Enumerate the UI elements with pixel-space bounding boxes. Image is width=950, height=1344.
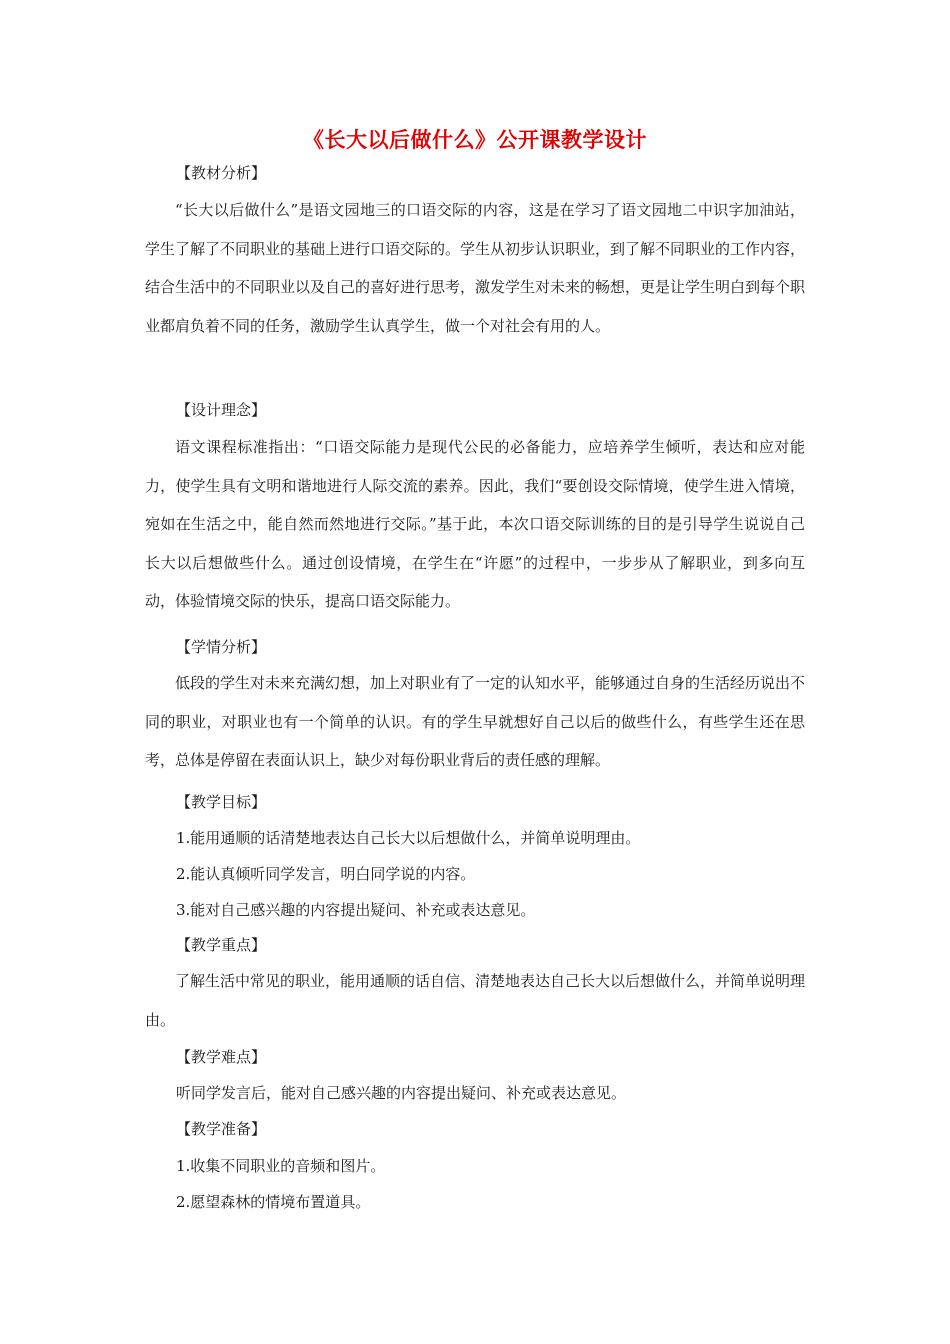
section-heading-preparation: 【教学准备】	[176, 1120, 267, 1138]
section-heading-learner-analysis: 【学情分析】	[176, 638, 267, 656]
section-heading-teaching-goals: 【教学目标】	[176, 793, 267, 811]
teaching-goal-item-2: 2.能认真倾听同学发言，明白同学说的内容。	[176, 865, 476, 883]
difficulties-text: 听同学发言后，能对自己感兴趣的内容提出疑问、补充或表达意见。	[176, 1084, 627, 1102]
textbook-analysis-paragraph: “长大以后做什么”是语文园地三的口语交际的内容，这是在学习了语文园地二中识字加油站，学生了解了不同职业的基础上进行口语交际的。学生从初步认识职业，到了解不同职业的工作内容，结合生活中的不同职业以及自己的喜好进行思考，激发学生对未来的畅想，更是让学生明白到每个职业都肩负着不同的任务，激励学生认真学生，做一个对社会有用的人。	[145, 201, 806, 335]
teaching-goal-item-1: 1.能用通顺的话清楚地表达自己长大以后想做什么，并简单说明理由。	[176, 829, 641, 847]
section-heading-key-points: 【教学重点】	[176, 936, 267, 954]
key-points-paragraph: 了解生活中常见的职业，能用通顺的话自信、清楚地表达自己长大以后想做什么，并简单说明理由。	[145, 972, 806, 1029]
teaching-goal-item-3: 3.能对自己感兴趣的内容提出疑问、补充或表达意见。	[176, 901, 536, 919]
document-title: 《长大以后做什么》公开课教学设计	[303, 127, 647, 152]
preparation-item-1: 1.收集不同职业的音频和图片。	[176, 1157, 386, 1175]
section-heading-design-concept: 【设计理念】	[176, 401, 267, 419]
preparation-item-2: 2.愿望森林的情境布置道具。	[176, 1193, 371, 1211]
section-heading-difficulties: 【教学难点】	[176, 1048, 267, 1066]
learner-analysis-paragraph: 低段的学生对未来充满幻想，加上对职业有了一定的认知水平，能够通过自身的生活经历说出不同的职业，对职业也有一个简单的认识。有的学生早就想好自己以后的做些什么，有些学生还在思考，总体是停留在表面认识上，缺少对每份职业背后的责任感的理解。	[145, 674, 806, 769]
design-concept-paragraph: 语文课程标准指出：“口语交际能力是现代公民的必备能力，应培养学生倾听，表达和应对能力，使学生具有文明和谐地进行人际交流的素养。因此，我们“要创设交际情境，使学生进入情境，宛如在生活之中，能自然而然地进行交际。”基于此，本次口语交际训练的目的是引导学生说说自己长大以后想做些什么。通过创设情境，在学生在“许愿”的过程中，一步步从了解职业，到多向互动，体验情境交际的快乐，提高口语交际能力。	[145, 438, 805, 610]
section-heading-textbook-analysis: 【教材分析】	[176, 164, 267, 182]
